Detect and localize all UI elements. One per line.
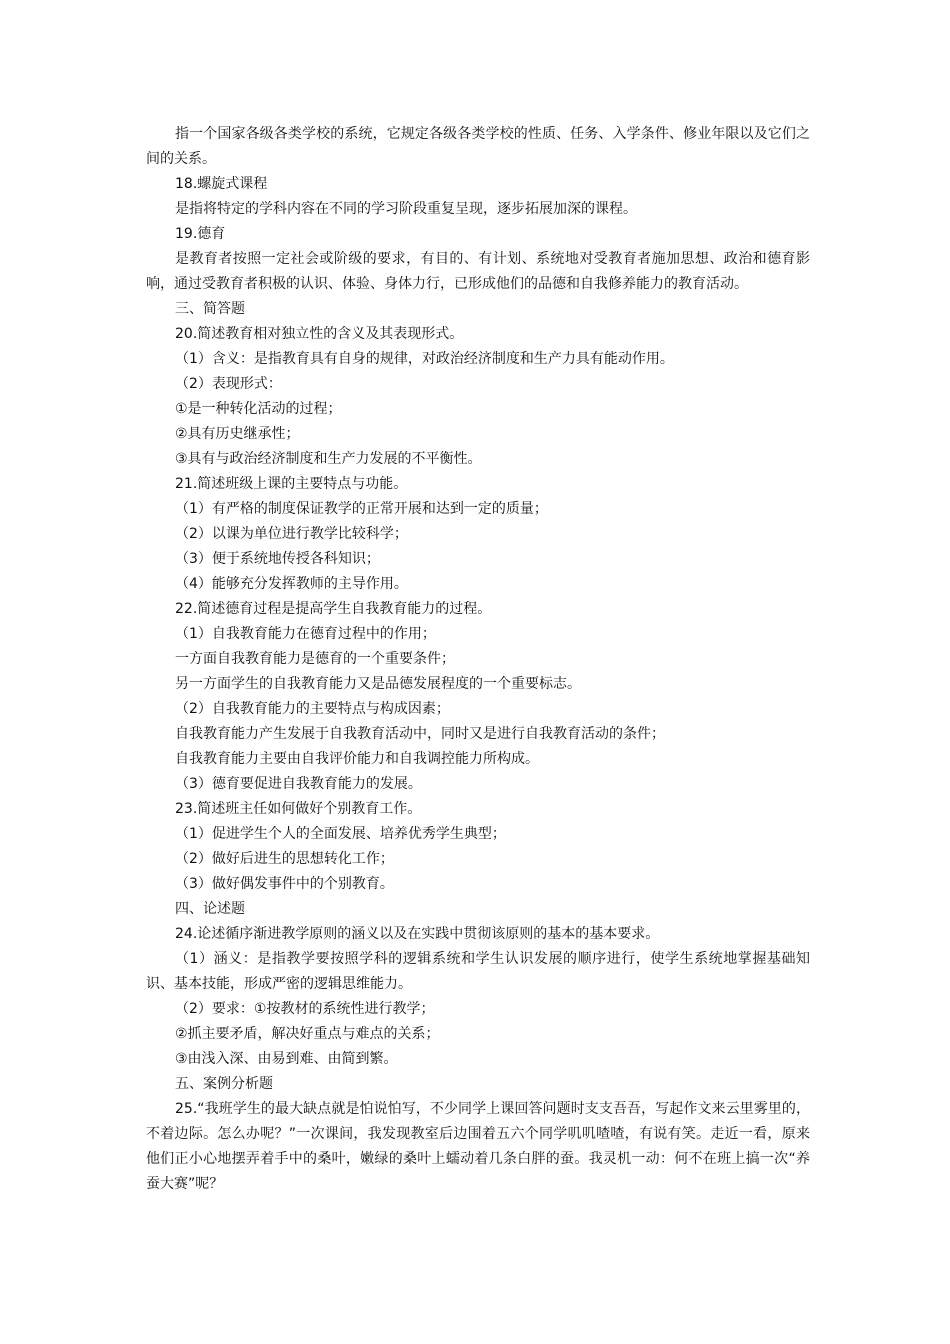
answer-20-line: ③具有与政治经济制度和生产力发展的不平衡性。	[175, 451, 482, 467]
answer-24-line: （2）要求：①按教材的系统性进行教学；	[175, 1001, 435, 1017]
section-5-heading: 五、案例分析题	[175, 1076, 273, 1092]
question-20: 20.简述教育相对独立性的含义及其表现形式。	[175, 326, 464, 342]
answer-22-line: 一方面自我教育能力是德育的一个重要条件；	[175, 651, 455, 667]
answer-21-line: （3）便于系统地传授各科知识；	[175, 551, 380, 567]
answer-24-line: ②抓主要矛盾，解决好重点与难点的关系；	[175, 1026, 440, 1042]
answer-22-line: （3）德育要促进自我教育能力的发展。	[175, 776, 422, 792]
question-22: 22.简述德育过程是提高学生自我教育能力的过程。	[175, 601, 492, 617]
definition-18-text: 是指将特定的学科内容在不同的学习阶段重复呈现，逐步拓展加深的课程。	[175, 201, 637, 217]
answer-22-line: 自我教育能力产生发展于自我教育活动中，同时又是进行自我教育活动的条件；	[175, 726, 665, 742]
answer-21-line: （4）能够充分发挥教师的主导作用。	[175, 576, 408, 592]
answer-24-line: （1）涵义：是指教学要按照学科的逻辑系统和学生认识发展的顺序进行，使学生系统地掌握基础知识、基本技能，形成严密的逻辑思维能力。	[146, 951, 810, 992]
answer-22-line: 自我教育能力主要由自我评价能力和自我调控能力所构成。	[175, 751, 539, 767]
question-25-case: 25.“我班学生的最大缺点就是怕说怕写，不少同学上课回答问题时支支吾吾，写起作文来云里雾里的，不着边际。怎么办呢？”一次课间，我发现教室后边围着五六个同学叽叽喳喳，有说有笑。走近一看，原来他们正小心地摆弄着手中的桑叶，嫩绿的桑叶上蠕动着几条白胖的蚕。我灵机一动：何不在班上搞一次“养蚕大赛”呢？	[146, 1101, 810, 1192]
section-4-heading: 四、论述题	[175, 901, 245, 917]
answer-23-line: （3）做好偶发事件中的个别教育。	[175, 876, 394, 892]
answer-20-line: （2）表现形式：	[175, 376, 282, 392]
answer-22-line: 另一方面学生的自我教育能力又是品德发展程度的一个重要标志。	[175, 676, 581, 692]
definition-17-text: 指一个国家各级各类学校的系统，它规定各级各类学校的性质、任务、入学条件、修业年限以及它们之间的关系。	[146, 126, 810, 167]
answer-21-line: （1）有严格的制度保证教学的正常开展和达到一定的质量；	[175, 501, 548, 517]
document-page	[146, 122, 810, 1197]
answer-23-line: （2）做好后进生的思想转化工作；	[175, 851, 394, 867]
answer-20-line: ②具有历史继承性；	[175, 426, 300, 442]
answer-20-line: ①是一种转化活动的过程；	[175, 401, 342, 417]
answer-21-line: （2）以课为单位进行教学比较科学；	[175, 526, 408, 542]
section-3-heading: 三、简答题	[175, 301, 245, 317]
term-19-heading: 19.德育	[175, 226, 226, 242]
term-18-heading: 18.螺旋式课程	[175, 176, 268, 192]
answer-24-line: ③由浅入深、由易到难、由简到繁。	[175, 1051, 398, 1067]
answer-22-line: （1）自我教育能力在德育过程中的作用；	[175, 626, 436, 642]
answer-22-line: （2）自我教育能力的主要特点与构成因素；	[175, 701, 450, 717]
question-24: 24.论述循序渐进教学原则的涵义以及在实践中贯彻该原则的基本的基本要求。	[175, 926, 660, 942]
question-21: 21.简述班级上课的主要特点与功能。	[175, 476, 408, 492]
question-23: 23.简述班主任如何做好个别教育工作。	[175, 801, 422, 817]
answer-20-line: （1）含义：是指教育具有自身的规律，对政治经济制度和生产力具有能动作用。	[175, 351, 674, 367]
definition-19-text: 是教育者按照一定社会或阶级的要求，有目的、有计划、系统地对受教育者施加思想、政治和德育影响，通过受教育者积极的认识、体验、身体力行，已形成他们的品德和自我修养能力的教育活动。	[146, 251, 810, 292]
answer-23-line: （1）促进学生个人的全面发展、培养优秀学生典型；	[175, 826, 506, 842]
